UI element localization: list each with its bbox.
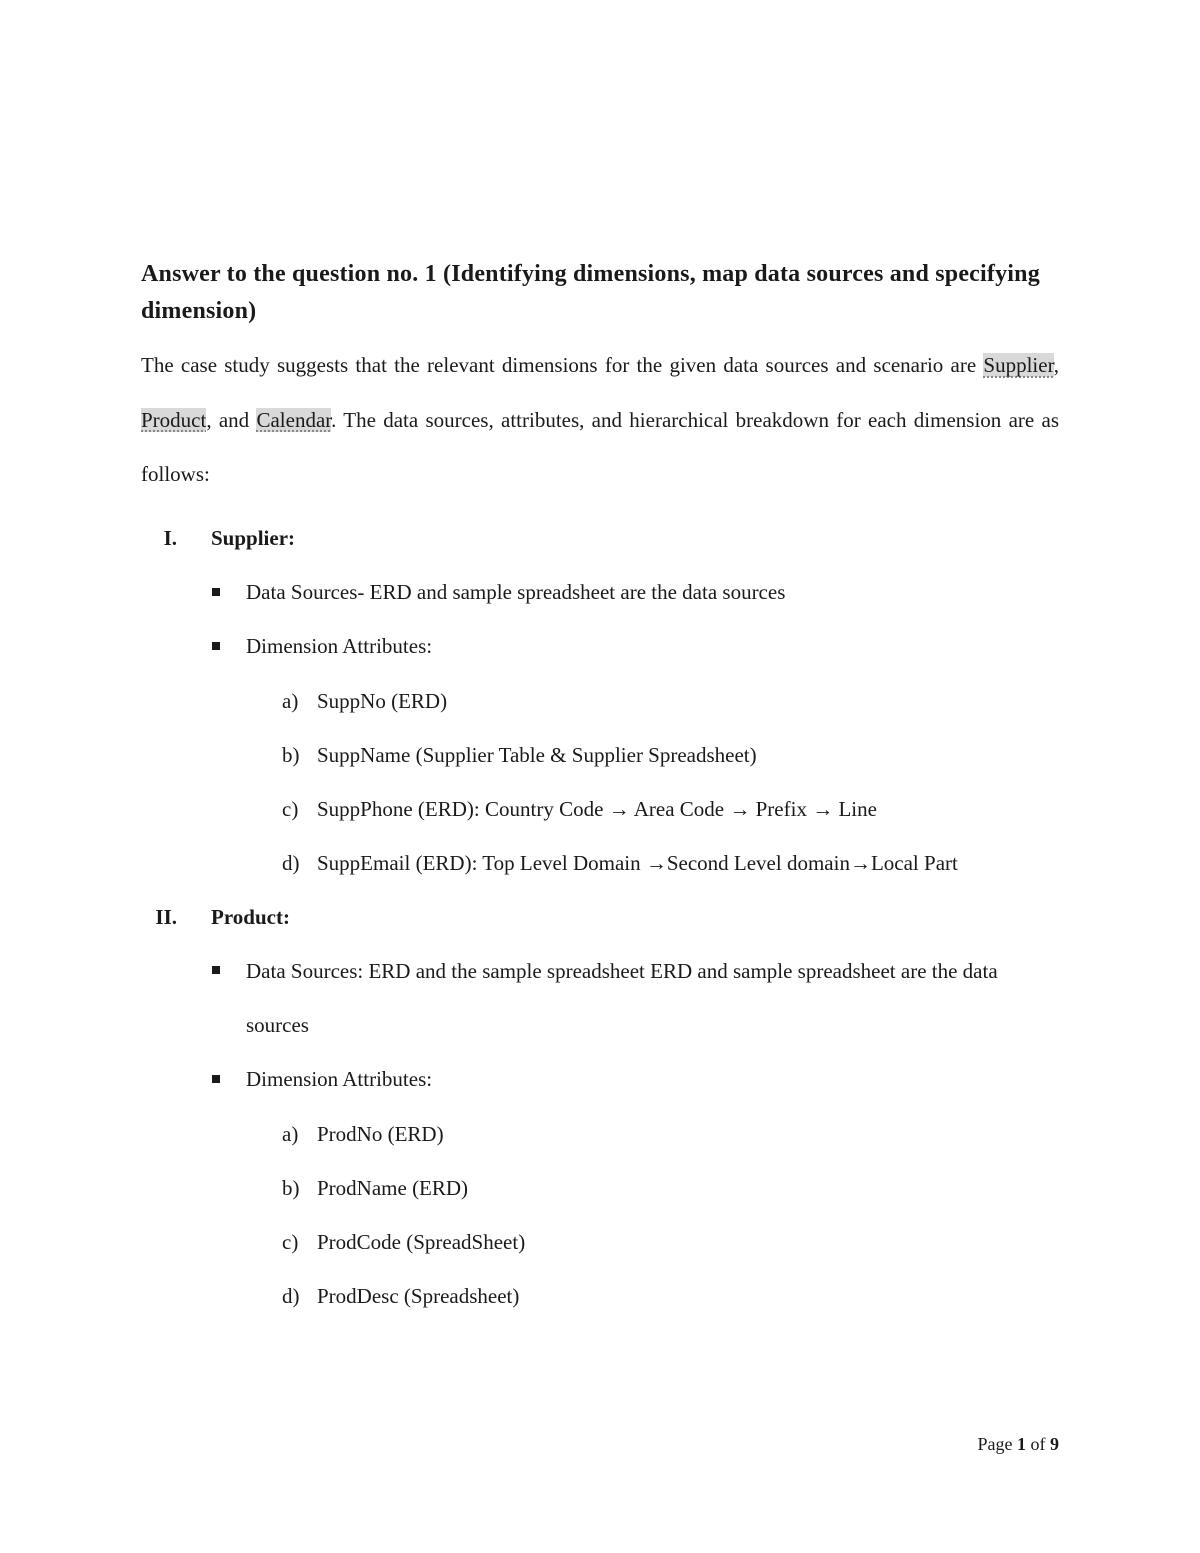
highlight-calendar: Calendar <box>256 407 332 432</box>
square-bullet-icon <box>212 966 220 974</box>
page-footer <box>978 1431 1060 1457</box>
list-item: SuppEmail (ERD): Top Level Domain →Second Level domain→Local Part <box>317 851 958 875</box>
footer-page-number: 1 <box>1017 1434 1026 1454</box>
list-marker: a) <box>282 1122 299 1146</box>
intro-text-start: The case study suggests that the relevant dimensions for the given data sources and scenario are <box>141 353 984 377</box>
supplier-attributes-label: Dimension Attributes: <box>246 634 433 658</box>
footer-of-label: of <box>1026 1434 1050 1454</box>
list-marker: c) <box>282 797 299 821</box>
list-item: ProdDesc (Spreadsheet) <box>317 1284 520 1308</box>
section-title-product: Product: <box>211 905 290 929</box>
supplier-data-sources: Data Sources- ERD and sample spreadsheet are the data sources <box>246 580 786 604</box>
footer-page-label: Page <box>977 1434 1017 1454</box>
square-bullet-icon <box>212 588 220 596</box>
square-bullet-icon <box>212 642 220 650</box>
product-data-sources: Data Sources: ERD and the sample spreadsheet ERD and sample spreadsheet are the data sources <box>246 959 998 1037</box>
list-marker: b) <box>282 1176 300 1200</box>
intro-separator-2: , and <box>206 407 257 432</box>
square-bullet-icon <box>212 1075 220 1083</box>
intro-text-end: . The data sources, attributes, and hierarchical breakdown for each dimension are as follows: <box>141 407 1059 486</box>
list-marker: c) <box>282 1230 299 1254</box>
list-item: ProdCode (SpreadSheet) <box>317 1230 526 1254</box>
question-heading: Answer to the question no. 1 (Identifying dimensions, map data sources and specifying dimension) <box>141 261 1040 324</box>
list-marker: a) <box>282 689 299 713</box>
footer-page-total: 9 <box>1050 1434 1059 1454</box>
intro-paragraph <box>141 338 1059 502</box>
list-item: SuppPhone (ERD): Country Code → Area Code → Prefix → Line <box>317 797 877 821</box>
list-item: ProdNo (ERD) <box>317 1122 444 1146</box>
highlight-product: Product <box>141 407 207 432</box>
list-item: SuppNo (ERD) <box>317 689 448 713</box>
list-item: SuppName (Supplier Table & Supplier Spreadsheet) <box>317 743 757 767</box>
list-marker: d) <box>282 1284 300 1308</box>
product-attributes-label: Dimension Attributes: <box>246 1067 433 1091</box>
section-numeral-product: II. <box>155 905 177 929</box>
list-marker: d) <box>282 851 300 875</box>
list-marker: b) <box>282 743 300 767</box>
section-title-supplier: Supplier: <box>211 526 296 550</box>
section-numeral-supplier: I. <box>163 526 177 550</box>
intro-separator-1: , <box>1053 353 1059 377</box>
highlight-supplier: Supplier <box>983 353 1054 377</box>
list-item: ProdName (ERD) <box>317 1176 469 1200</box>
